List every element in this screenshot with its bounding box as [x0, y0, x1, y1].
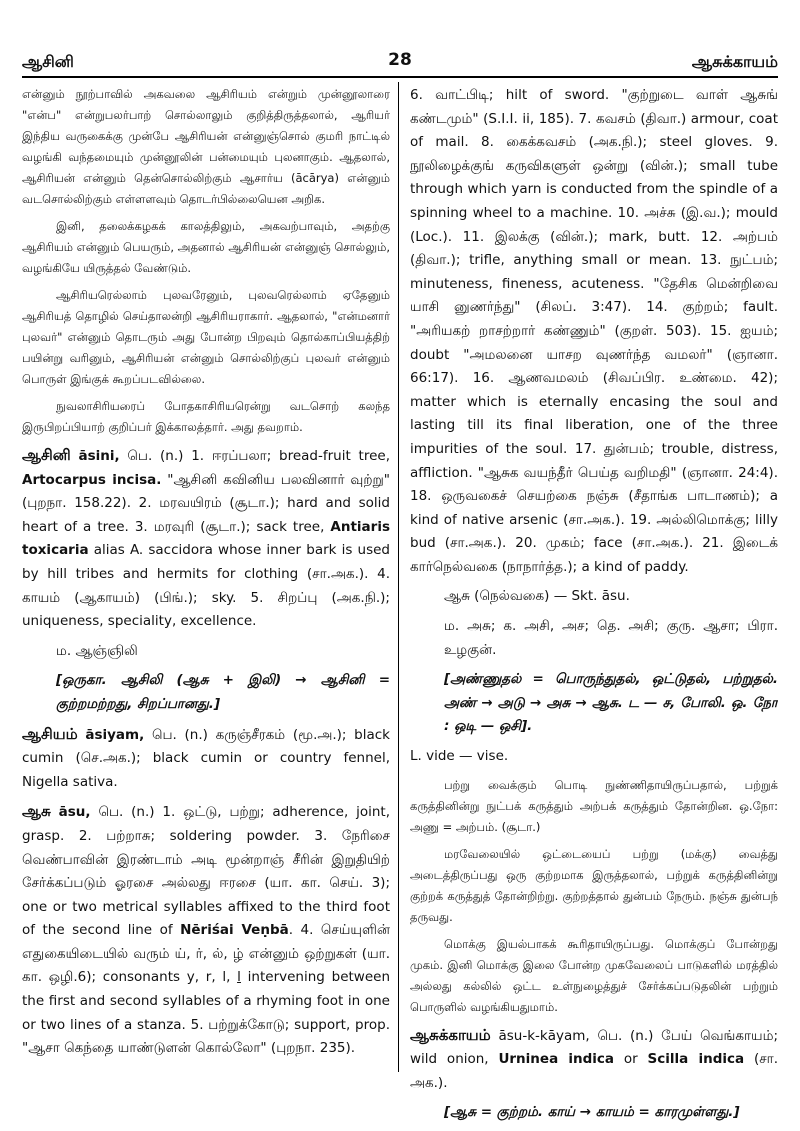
- transliteration: āsini,: [78, 448, 120, 464]
- paragraph-1: என்னும் நூற்பாவில் அகவலை ஆசிரியம் என்றும் முன்னூலாரை "என்ப" என்றுபலர்பாற் சொல்லாலும் குறித்திருத்தலால், ஆரியர் இந்திய வருகைக்கு முன்பே ஆசிரியன் என்னுஞ்சொல் குமரி நாட்டில் வழங்கி வந்தமையும் முன்னூலின் பன்மையும் புலனாகும். ஆதலால், ஆசிரியன் என்னும் தென்சொல்லிற்கும் ஆசார்ய (ācārya) என்னும் வடசொல்லிற்கும் எள்ளளவும் தொடர்பில்லையென அறிக.: [22, 87, 390, 206]
- note-paragraph-2: மரவேலையில் ஒட்டையைப் பற்று (மக்கு) வைத்து அடைத்திருப்பது ஒரு குற்றமாக இருத்தலால், பற்றுக் கருத்தினின்று குற்றக் கருத்துத் தோன்றிற்று. குற்றத்தால் துன்பம் நேரும். நஞ்சு துன்பந் தருவது.: [410, 846, 778, 924]
- botanical-name: Antiaris toxicaria: [22, 518, 390, 559]
- sense-text: "ஆசினி கவினிய பலவினார் வுற்று" (புறநா. 158.22). 2. மரவயிரம் (சூடா.); hard and solid heart of a tree. 3. மரவுரி (சூடா.); sack tree,: [22, 471, 390, 535]
- sense-text: (சா. அக.).: [410, 1051, 778, 1091]
- entry-asukkayam: [410, 1024, 778, 1096]
- sense-text: பெ. (n.) கருஞ்சீரகம் (மூ.அ.); black cumin (செ.அக.); black cumin or country fennel, Nigella sativa.: [22, 726, 390, 790]
- botanical-name: Urninea indica: [498, 1051, 615, 1068]
- paragraph-3: ஆசிரியரெல்லாம் புலவரேனும், புலவரெல்லாம் ஏதேனும் ஆசிரியத் தொழில் செய்தாலன்றி ஆசிரியராகார். ஆதலால், "என்மனார் புலவர்" என்னும் தொடரும் அது போன்ற பிறவும் தொல்காப்பியத்திற் பயின்று வரினும், ஆசிரியன் என்னும் சொல்லிற்குப் புலவர் என்னும் பொருள் இங்குக் கூறப்படவில்லை.: [22, 288, 390, 386]
- etymology: [ஆசு = குற்றம். காய் → காயம் = காரமுள்ளது.]: [444, 1104, 740, 1121]
- etymology: [ஒருகா. ஆசிலி (ஆசு + இலி) → ஆசினி = குற்றமற்றது, சிறப்பானது.]: [56, 672, 390, 712]
- note-paragraph-3: மொக்கு இயல்பாகக் கூரிதாயிருப்பது. மொக்குப் போன்றது முகம். இனி மொக்கு இலை போன்ற முகவேலைப் பாடுகளில் மரத்தில் அல்லது கல்லில் ஒட்ட உள்நுழைத்துச் சேர்க்கப்படுதலின் பற்றும் பொருளில் வழங்கியதுமாம்.: [410, 936, 778, 1014]
- sense-text: பெ. (n.) பேய் வெங்காயம்; wild onion,: [410, 1027, 778, 1068]
- sense-text: or: [623, 1051, 638, 1068]
- running-head-left: ஆசினி: [22, 52, 74, 71]
- transliteration: āsiyam,: [85, 726, 145, 743]
- latin-line: L. vide — vise.: [410, 748, 509, 765]
- entry-asini: [22, 444, 390, 634]
- headword: ஆசு: [22, 802, 51, 821]
- column-divider: [398, 82, 399, 1072]
- paragraph-2: இனி, தலைக்கழகக் காலத்திலும், அகவற்பாவும், அதற்கு ஆசிரியம் என்னும் பெயரும், அதனால் ஆசிரியன் என்னுஞ் சொல்லும், வழங்கியே யிருத்தல் வேண்டும்.: [22, 219, 390, 275]
- page-header: [0, 0, 800, 78]
- paragraph-4: நுவலாசிரியரைப் போதகாசிரியரென்று வடசொற் கலந்த இருபிறப்பியாற் குறிப்பர் இக்காலத்தார். அது தவறாம்.: [22, 399, 390, 434]
- page-number: 28: [388, 50, 412, 70]
- sense-text: பெ. (n.) 1. ஒட்டு, பற்று; adherence, joint, grasp. 2. பற்றாசு; soldering powder. 3. நேரிசை வெண்பாவின் இரண்டாம் அடி மூன்றாஞ் சீரின் இறுதியிற் சேர்க்கப்படும் ஓரசை அல்லது ஈரசை (யா. கா. செய். 3); one or two metrical syllables affixed to the third foot of the second line of: [22, 804, 390, 939]
- headword: ஆசியம்: [22, 724, 78, 743]
- cognate-line: ம. ஆஞ்ஞிலி: [56, 642, 138, 659]
- entry-asu: [22, 800, 390, 1061]
- sanskrit-line: ஆசு (நெல்வகை) — Skt. āsu.: [444, 588, 630, 605]
- header-rule: [22, 76, 778, 78]
- botanical-name: Scilla indica: [647, 1051, 745, 1068]
- etymology: [அண்ணுதல் = பொருந்துதல், ஒட்டுதல், பற்றுதல். அண் → அடு → அசு → ஆசு. ட — ச, போலி. ஒ. நோ : ஒடி — ஒசி].: [444, 671, 778, 735]
- transliteration: āsu,: [58, 804, 91, 821]
- transliteration: āsu-k-kāyam,: [498, 1027, 590, 1044]
- entry-asiyam: [22, 723, 390, 795]
- metre-name: Nēriśai Veṇbā: [180, 922, 289, 939]
- running-head-right: ஆசுக்காயம்: [691, 52, 778, 71]
- headword: ஆசுக்காயம்: [410, 1025, 491, 1044]
- note-paragraph-1: பற்று வைக்கும் பொடி நுண்ணிதாயிருப்பதால், பற்றுக் கருத்தினின்று நுட்பக் கருத்தும் அற்பக் கருத்தும் தோன்றின. ஒ.நோ: அணு = அற்பம். (சூடா.): [410, 777, 778, 834]
- sense-text: . 4. செய்யுளின் எதுகையிடையில் வரும் ய், ர், ல், ழ் என்னும் ஒற்றுகள் (யா. கா. ஒழி.6); consonants y, r, l, ḻ intervening between the first and second syllables of a rhyming foot in one or two lines of a stanza. 5. பற்றுக்கோடு; support, prop. "ஆசா கெந்தை யாண்டுளன் கொல்லோ" (புறநா. 235).: [22, 922, 390, 1057]
- left-column: [22, 84, 390, 1067]
- sense-text: alias A. saccidora whose inner bark is used by hill tribes and hermits for clothing (சா.அக.). 4. காயம் (ஆகாயம்) (பிங்.); sky. 5. சிறப்பு (அக.நி.); uniqueness, speciality, excellence.: [22, 542, 390, 630]
- right-column: [410, 84, 778, 1131]
- headword: ஆசினி: [22, 446, 71, 464]
- cognate-line: ம. அசு; க. அசி, அச; தெ. அசி; குரு. ஆசா; பிரா. உழகுன்.: [444, 618, 778, 658]
- sense-text: பெ. (n.) 1. ஈரப்பலா; bread-fruit tree,: [127, 448, 390, 464]
- entry-asu-continued: 6. வாட்பிடி; hilt of sword. "குற்றுடை வாள் ஆசுங் கண்டமும்" (S.I.I. ii, 185). 7. கவசம் (திவா.) armour, coat of mail. 8. கைக்கவசம் (அக.நி.); steel gloves. 9. நூலிழைக்குங் கருவிகளுள் ஒன்று (வின்.); small tube through which yarn is conducted from the spindle of a spinning wheel to a machine. 10. அச்சு (இ.வ.); mould (Loc.). 11. இலக்கு (வின்.); mark, butt. 12. அற்பம் (திவா.); trifle, anything small or mean. 13. நுட்பம்; minuteness, fineness, acuteness. "தேசிக மென்றிவை யாசி னுணர்ந்து" (சிலப். 3:47). 14. குற்றம்; fault. "அரியகற் றாசற்றார் கண்ணும்" (குறள். 503). 15. ஐயம்; doubt "அமலனை யாசற வுணர்ந்த வமலர்" (ஞானா. 66:17). 16. ஆணவமலம் (சிவப்பிர. உண்மை. 42); matter which is eternally encasing the soul and lasting till its final liberation, one of the three impurities of the soul. 17. துன்பம்; trouble, distress, affliction. "ஆசுக வயந்தீர் பெய்த வறிமதி" (ஞானா. 24:4). 18. ஒருவகைச் செயற்கை நஞ்சு (சீதாங்க பாடாணம்); a kind of native arsenic (சா.அக.). 19. அல்லிமொக்கு; lilly bud (சா.அக.). 20. முகம்; face (சா.அக.). 21. இடைக் கார்நெல்வகை (நாநார்த்த.); a kind of paddy.: [410, 87, 778, 575]
- botanical-name: Artocarpus incisa.: [22, 471, 162, 488]
